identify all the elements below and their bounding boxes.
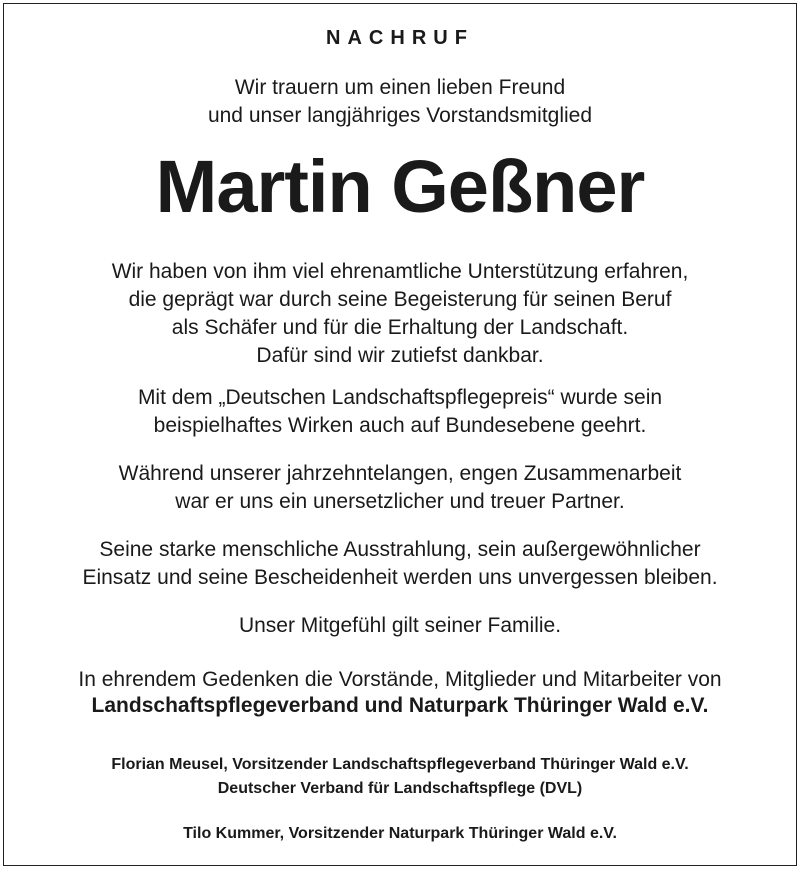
intro-text <box>4 74 796 130</box>
paragraph-line: als Schäfer und für die Erhaltung der Landschaft. <box>171 316 629 339</box>
intro-line: und unser langjähriges Vorstandsmitglied <box>207 104 593 127</box>
paragraph-line: Wir haben von ihm viel ehrenamtliche Unterstützung erfahren, <box>111 260 689 283</box>
paragraph-support <box>4 258 796 370</box>
paragraph-personality <box>4 536 796 592</box>
obituary-notice <box>3 3 797 866</box>
paragraph-line: Während unserer jahrzehntelangen, engen Zusammenarbeit <box>118 462 682 485</box>
signatory-line: Deutscher Verband für Landschaftspflege (DVL) <box>217 780 583 797</box>
paragraph-line: Mit dem „Deutschen Landschaftspflegepreis“ wurde sein <box>137 386 663 409</box>
paragraph-award <box>4 384 796 440</box>
paragraph-remembrance <box>4 666 796 694</box>
organization-name: Landschaftspflegeverband und Naturpark Thüringer Wald e.V. <box>91 694 709 717</box>
paragraph-cooperation <box>4 460 796 516</box>
paragraph-line: die geprägt war durch seine Begeisterung für seinen Beruf <box>128 288 672 311</box>
paragraph-line: In ehrendem Gedenken die Vorstände, Mitglieder und Mitarbeiter von <box>78 668 722 691</box>
signatory-block <box>4 753 796 801</box>
paragraph-line: Einsatz und seine Bescheidenheit werden uns unvergessen bleiben. <box>82 566 718 589</box>
signatory-block <box>4 822 796 846</box>
paragraph-line: beispielhaftes Wirken auch auf Bundesebene geehrt. <box>153 414 647 437</box>
paragraph-line: Unser Mitgefühl gilt seiner Familie. <box>238 614 562 637</box>
paragraph-line: Seine starke menschliche Ausstrahlung, sein außergewöhnlicher <box>99 538 701 561</box>
signatory-line: Florian Meusel, Vorsitzender Landschaftspflegeverband Thüringer Wald e.V. <box>111 756 689 773</box>
paragraph-line: Dafür sind wir zutiefst dankbar. <box>256 344 544 367</box>
signatory-line: Tilo Kummer, Vorsitzender Naturpark Thüringer Wald e.V. <box>183 825 617 842</box>
deceased-name: Martin Geßner <box>155 145 645 228</box>
paragraph-line: war er uns ein unersetzlicher und treuer Partner. <box>175 490 625 513</box>
notice-heading: NACHRUF <box>326 27 474 49</box>
intro-line: Wir trauern um einen lieben Freund <box>234 76 566 99</box>
paragraph-condolence <box>4 612 796 640</box>
